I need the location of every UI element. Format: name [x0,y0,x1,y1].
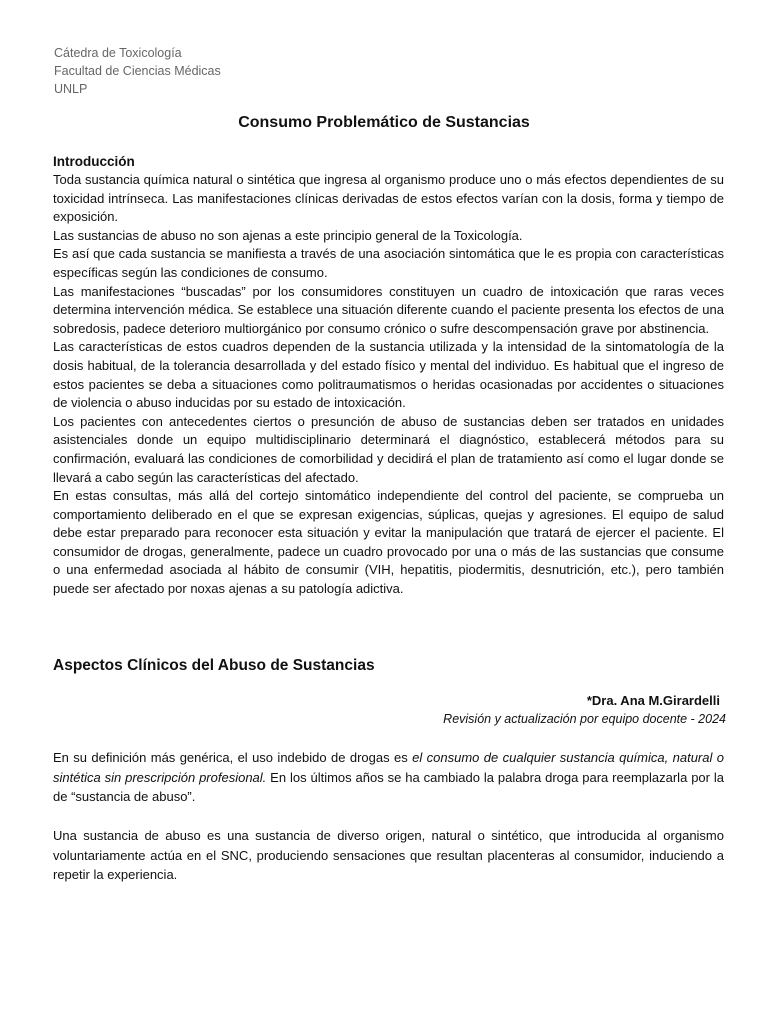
document-title: Consumo Problemático de Sustancias [238,114,530,131]
header-chair: Cátedra de Toxicología [54,46,182,60]
author-name: *Dra. Ana M.Girardelli [586,693,720,708]
header-university: UNLP [54,82,88,96]
definition-paragraph [53,748,724,807]
institution-header [54,44,221,98]
intro-paragraph: Toda sustancia química natural o sintética que ingresa al organismo produce uno o más efectos dependientes de su toxicidad intrínseca. Las manifestaciones clínicas derivadas de estos efectos varían con la dosis, forma y tiempo de exposición. [53,172,724,225]
intro-paragraph: Las manifestaciones “buscadas” por los consumidores constituyen un cuadro de intoxicación que raras veces determina intervención médica. Se establece una situación diferente cuando el paciente presenta los efectos de una sobredosis, padece deterioro multiorgánico por consumo crónico o sufre descompensación grave por abstinencia. [53,283,724,336]
definition-text-end: En los últimos años se ha cambiado la palabra droga para reemplazarla por la de “sustancia de abuso”. [53,769,724,804]
clinical-aspects-heading: Aspectos Clínicos del Abuso de Sustancias [53,657,375,674]
intro-paragraph: Los pacientes con antecedentes ciertos o presunción de abuso de sustancias deben ser tratados en unidades asistenciales donde un equipo multidisciplinario determinará el diagnóstico, establecerá métodos para su confirmación, evaluará las condiciones de comorbilidad y decidirá el plan de tratamiento así como el lugar donde se llevará a cabo según las características del afectado. [53,413,724,485]
introduction-section [53,153,724,599]
intro-paragraph: Las características de estos cuadros dependen de la sustancia utilizada y la intensidad de la sintomatología de la dosis habitual, de la tolerancia desarrollada y del estado físico y mental del individuo. Es habitual que el ingreso de estos pacientes se deba a situaciones como politraumatismos o heridas ocasionadas por accidentes o situaciones de violencia o abuso inducidas por su estado de intoxicación. [53,339,724,411]
header-faculty: Facultad de Ciencias Médicas [54,64,221,78]
introduction-heading: Introducción [53,154,135,169]
definition-italic-text: el consumo de cualquier sustancia química, natural o sintética sin prescripción profesional. [53,750,725,785]
substance-paragraph: Una sustancia de abuso es una sustancia de diverso origen, natural o sintético, que introducida al organismo voluntariamente actúa en el SNC, produciendo sensaciones que resultan placenteras al consumidor, induciendo a repetir la experiencia. [53,828,724,882]
revision-note: Revisión y actualización por equipo docente - 2024 [443,712,726,726]
intro-paragraph: En estas consultas, más allá del cortejo sintomático independiente del control del paciente, se comprueba un comportamiento deliberado en el que se expresan exigencias, súplicas, quejas y agresiones. El equipo de salud debe estar preparado para reconocer esta situación y evitar la manipulación que tratará de ejercer el paciente. El consumidor de drogas, generalmente, padece un cuadro provocado por una o más de las sustancias que consume o una enfermedad asociada al hábito de consumir (VIH, hepatitis, piodermitis, desnutrición, etc.), pero también puede ser afectado por noxas ajenas a su patología adictiva. [53,488,724,597]
definition-text-start: En su definición más genérica, el uso indebido de drogas es [53,750,413,765]
intro-paragraph: Es así que cada sustancia se manifiesta a través de una asociación sintomática que le es propia con características específicas según las condiciones de consumo. [53,246,724,280]
intro-paragraph: Las sustancias de abuso no son ajenas a este principio general de la Toxicología. [53,227,523,243]
